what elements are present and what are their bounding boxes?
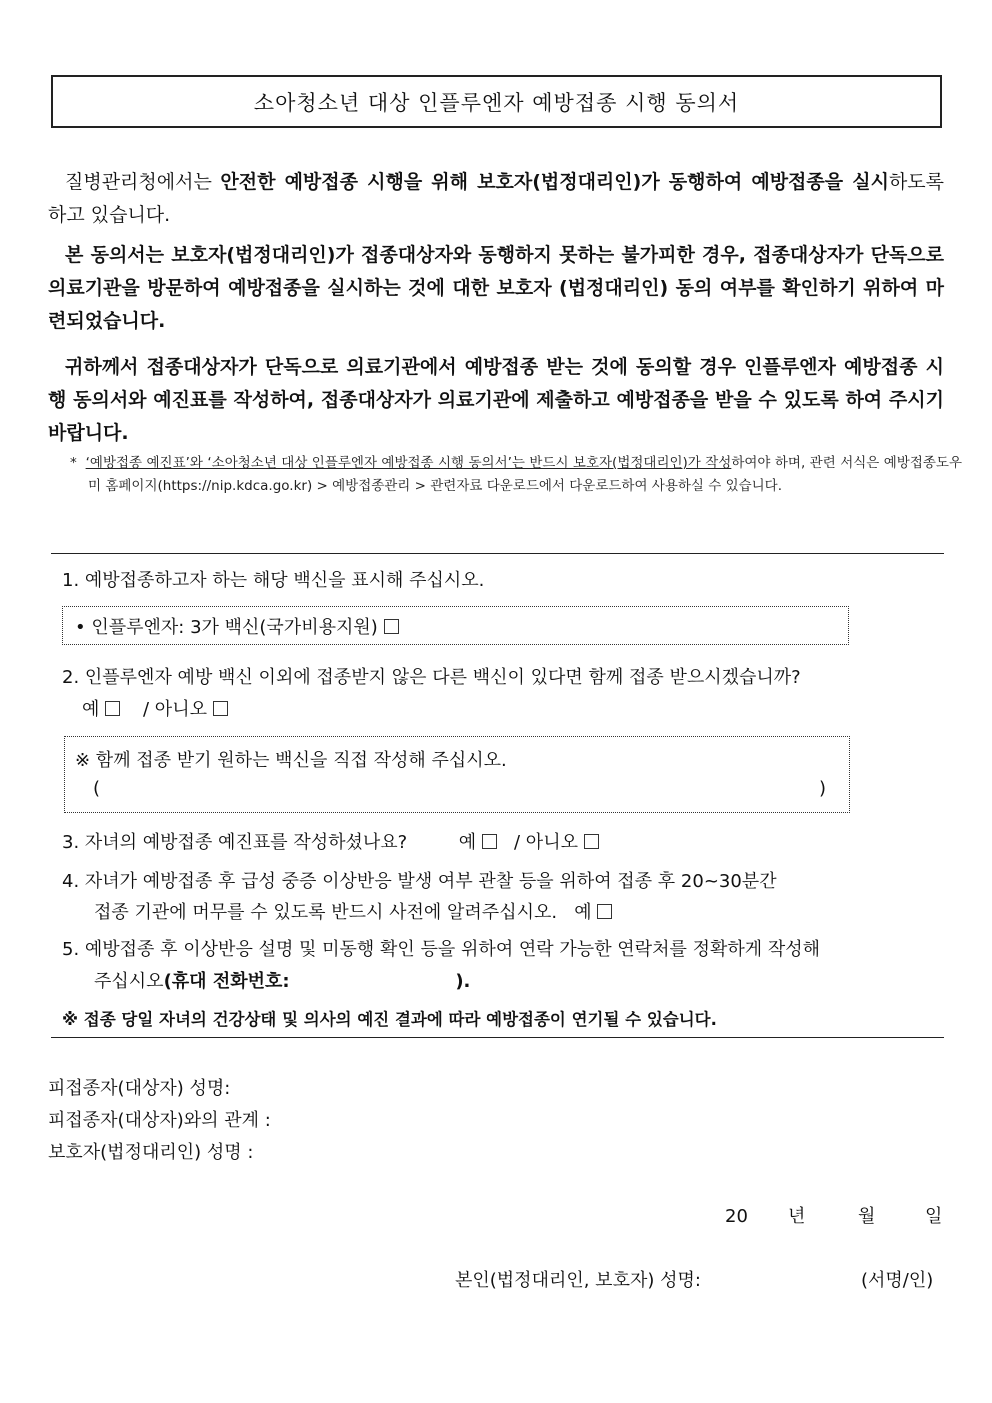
q5-text: 주십시오 bbox=[94, 971, 164, 992]
question-2-answers bbox=[82, 694, 228, 726]
q5-phone-label: (휴대 전화번호: bbox=[163, 971, 290, 992]
note-star: * bbox=[70, 455, 77, 471]
q2-no-checkbox[interactable] bbox=[213, 701, 228, 716]
note-rest: 하여야 하며, 관련 서식은 예방접종도우미 홈페이지(https://nip.kdca.go.kr) > 예방접종관리 > 관련자료 다운로드에서 다운로드하여 사용하실 수 있습니다. bbox=[88, 455, 962, 494]
date-day-label: 일 bbox=[925, 1206, 943, 1227]
q3-text: 3. 자녀의 예방접종 예진표를 작성하셨나요? bbox=[62, 832, 408, 853]
top-divider bbox=[51, 553, 944, 554]
vaccine-option-label: • 인플루엔자: 3가 백신(국가비용지원) bbox=[75, 617, 378, 638]
q3-no-checkbox[interactable] bbox=[584, 834, 599, 849]
q4-text: 접종 기관에 머무를 수 있도록 반드시 사전에 알려주십시오. bbox=[94, 902, 558, 923]
intro-p1-end: 하도록 하고 있습니다. bbox=[48, 171, 945, 226]
intro-p1-bold: 안전한 예방접종 시행을 위해 보호자(법정대리인)가 동행하여 예방접종을 실시 bbox=[220, 171, 889, 193]
intro-p1-text: 질병관리청에서는 bbox=[65, 171, 221, 193]
other-vaccine-box bbox=[64, 736, 850, 813]
other-vaccine-instruction: ※ 함께 접종 받기 원하는 백신을 직접 작성해 주십시오. bbox=[75, 750, 507, 771]
question-4-line-2 bbox=[94, 897, 612, 929]
subject-name-label: 피접종자(대상자) 성명: bbox=[48, 1078, 231, 1099]
note-underlined: ‘예방접종 예진표’와 ‘소아청소년 대상 인플루엔자 예방접종 시행 동의서’는 반드시 보호자(법정대리인)가 작성 bbox=[85, 455, 732, 471]
q3-yes-label: 예 bbox=[458, 832, 477, 853]
relation-label: 피접종자(대상자)와의 관계 : bbox=[48, 1110, 271, 1131]
other-vaccine-input[interactable] bbox=[115, 775, 815, 805]
intro-paragraph-2: 본 동의서는 보호자(법정대리인)가 접종대상자와 동행하지 못하는 불가피한 경우, 접종대상자가 단독으로 의료기관을 방문하여 예방접종을 실시하는 것에 대한 보호자 (법정대리인) 동의 여부를 확인하기 위하여 마련되었습니다. bbox=[48, 244, 944, 332]
q5-end: ). bbox=[455, 971, 471, 992]
question-3 bbox=[62, 827, 599, 859]
paren-open: ( bbox=[93, 778, 101, 799]
question-2: 2. 인플루엔자 예방 백신 이외에 접종받지 않은 다른 백신이 있다면 함께 접종 받으시겠습니까? bbox=[62, 667, 801, 688]
q4-yes-label: 예 bbox=[574, 902, 592, 923]
paren-close: ) bbox=[819, 778, 827, 799]
signer-label: 본인(법정대리인, 보호자) 성명: bbox=[455, 1270, 701, 1291]
question-5-line-1: 5. 예방접종 후 이상반응 설명 및 미동행 확인 등을 위하여 연락 가능한 연락처를 정확하게 작성해 bbox=[62, 939, 821, 960]
guardian-name-label: 보호자(법정대리인) 성명 : bbox=[48, 1142, 254, 1163]
sign-mark: (서명/인) bbox=[861, 1270, 934, 1291]
vaccine-option-box bbox=[62, 606, 849, 645]
postpone-warning: ※ 접종 당일 자녀의 건강상태 및 의사의 예진 결과에 따라 예방접종이 연기될 수 있습니다. bbox=[62, 1010, 717, 1029]
date-month-label: 월 bbox=[858, 1206, 876, 1227]
intro-paragraph-3: 귀하께서 접종대상자가 단독으로 의료기관에서 예방접종 받는 것에 동의할 경우 인플루엔자 예방접종 시행 동의서와 예진표를 작성하여, 접종대상자가 의료기관에 제출하고 예방접종을 받을 수 있도록 하여 주시기 바랍니다. bbox=[48, 356, 944, 444]
q2-no-label: / 아니오 bbox=[143, 699, 207, 720]
document-title: 소아청소년 대상 인플루엔자 예방접종 시행 동의서 bbox=[51, 75, 942, 128]
date-year-label: 년 bbox=[788, 1206, 806, 1227]
vaccine-option-checkbox[interactable] bbox=[384, 619, 399, 634]
q3-no-label: / 아니오 bbox=[514, 832, 578, 853]
note-text bbox=[70, 452, 962, 498]
bottom-divider bbox=[51, 1037, 944, 1038]
question-4-line-1: 4. 자녀가 예방접종 후 급성 중증 이상반응 발생 여부 관찰 등을 위하여 접종 후 20~30분간 bbox=[62, 871, 777, 892]
question-5-line-2 bbox=[94, 966, 514, 998]
q2-yes-checkbox[interactable] bbox=[105, 701, 120, 716]
q2-yes-label: 예 bbox=[82, 699, 100, 720]
q3-yes-checkbox[interactable] bbox=[482, 834, 497, 849]
intro-paragraph-1 bbox=[48, 166, 944, 232]
q4-yes-checkbox[interactable] bbox=[597, 904, 612, 919]
date-year-prefix: 20 bbox=[725, 1206, 748, 1227]
question-1: 1. 예방접종하고자 하는 해당 백신을 표시해 주십시오. bbox=[62, 570, 485, 591]
